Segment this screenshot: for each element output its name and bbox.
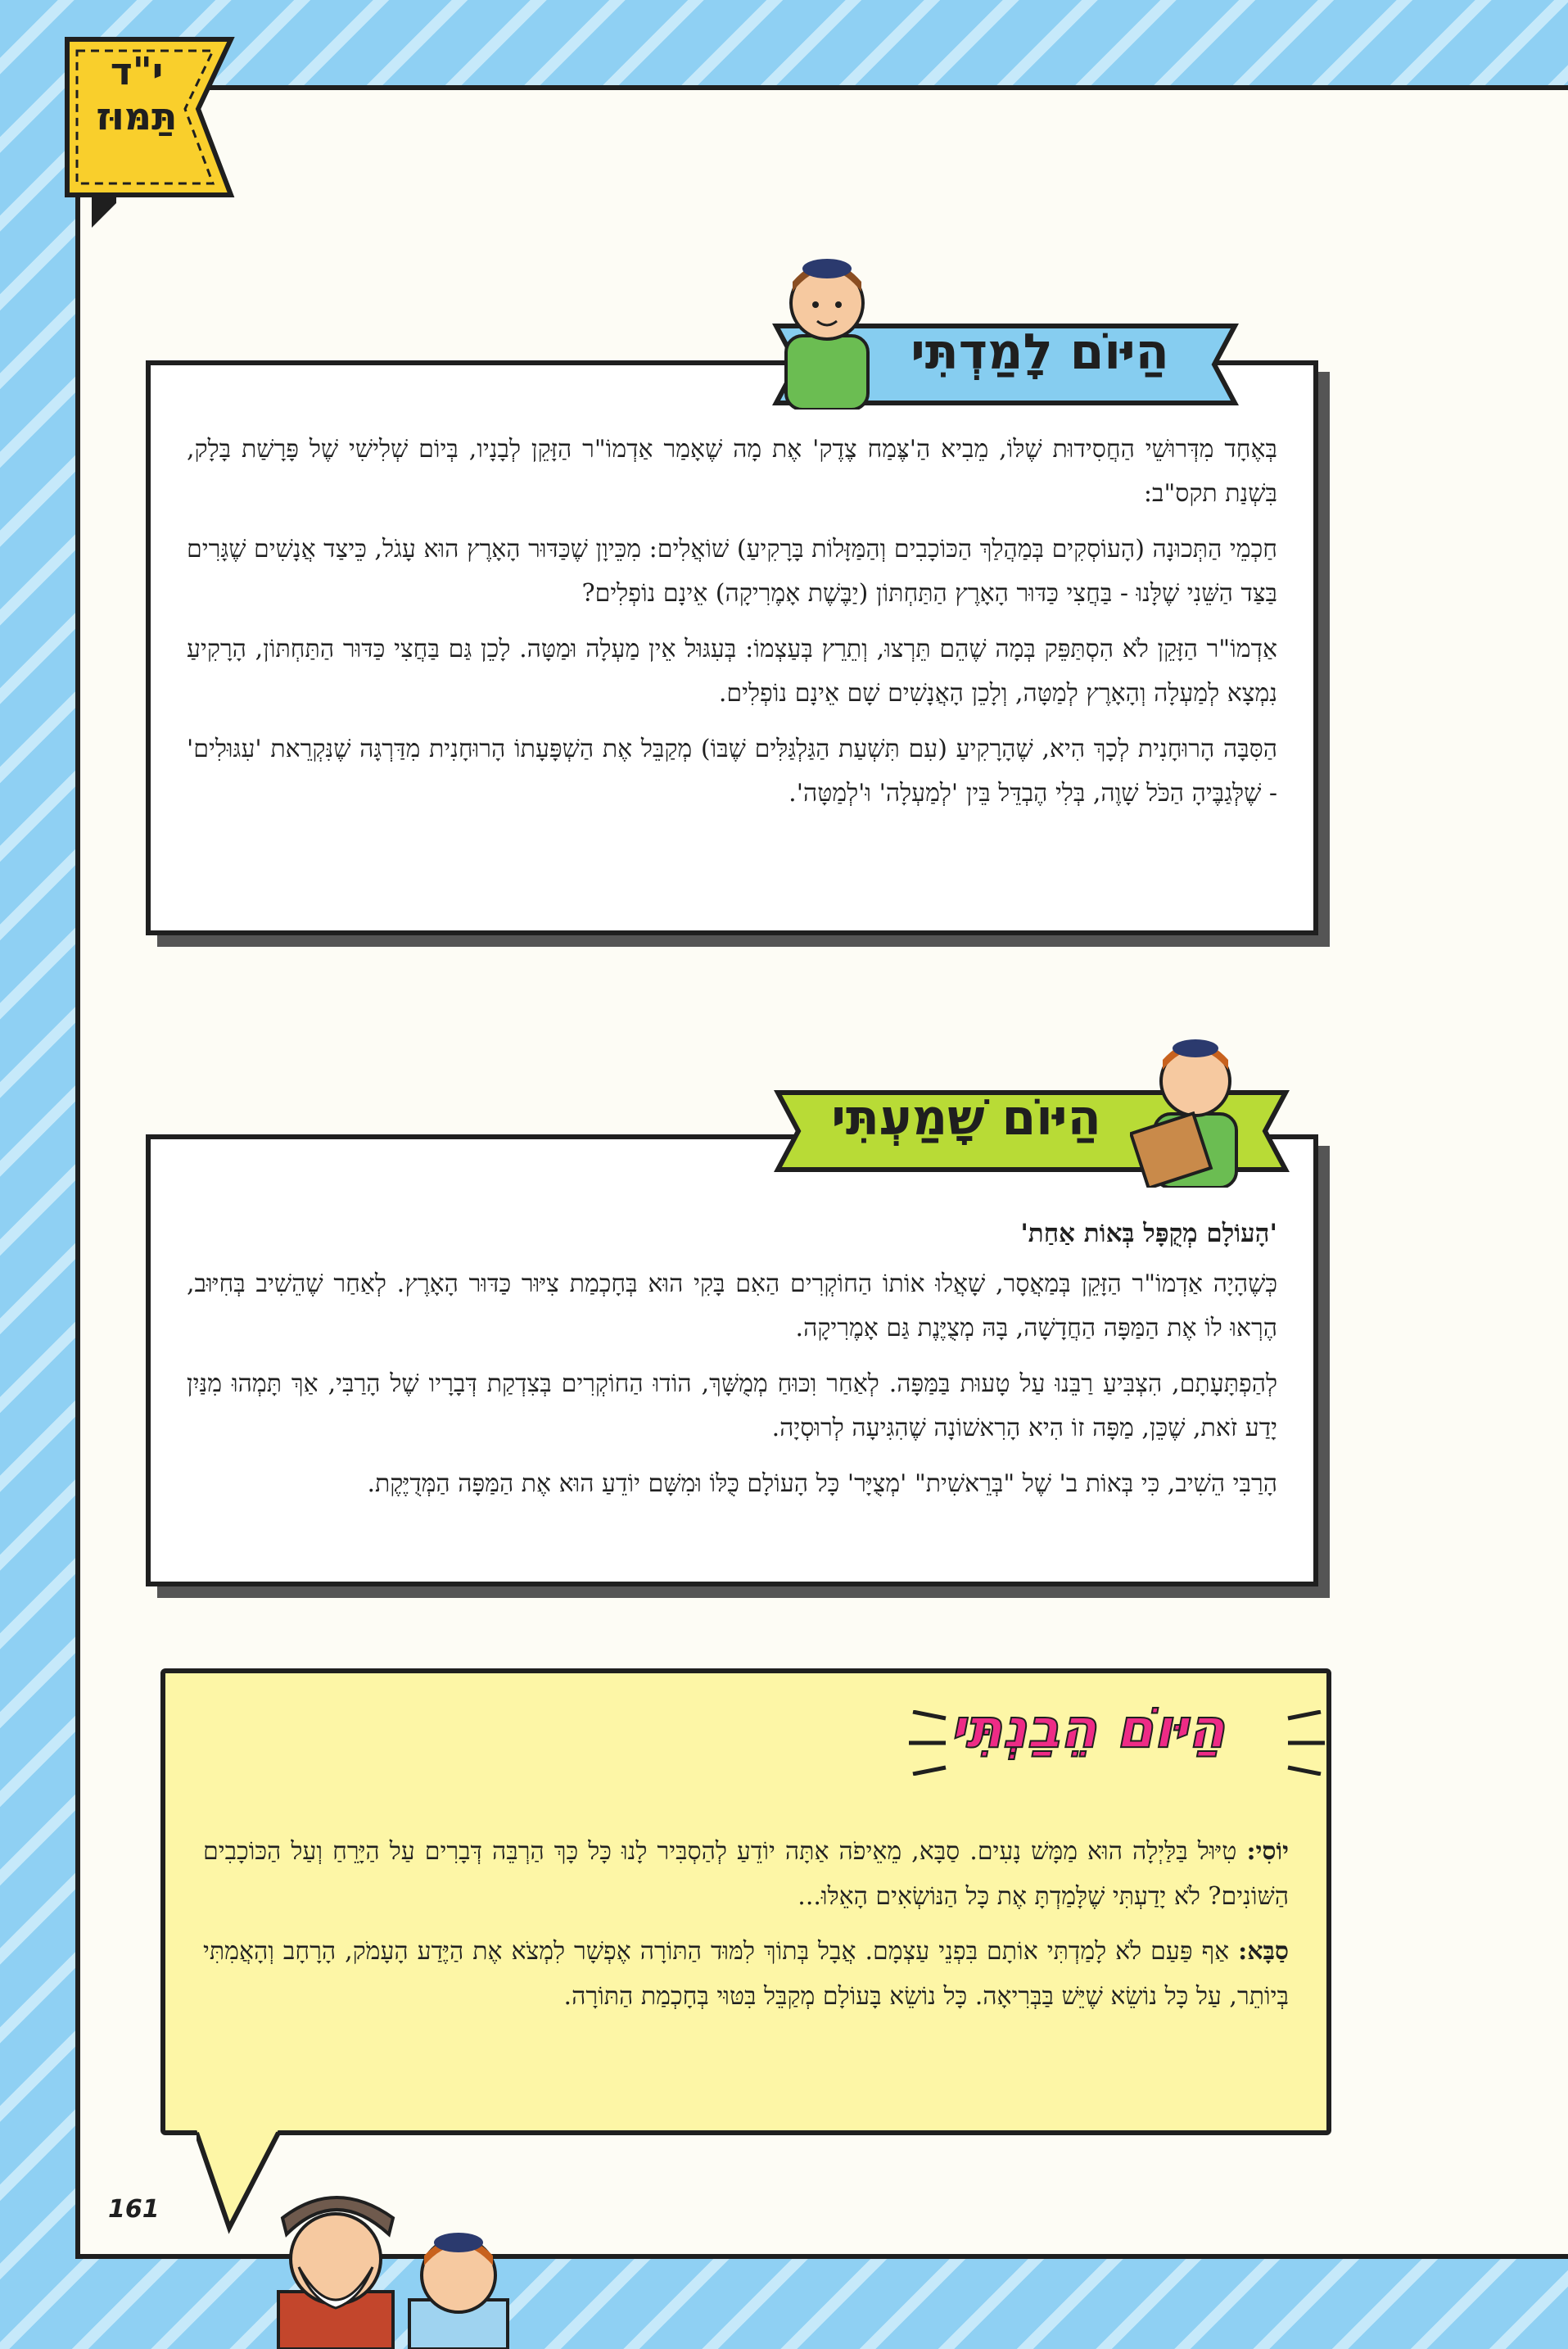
learned-box — [146, 360, 1318, 935]
page-number: 161 — [108, 2195, 160, 2224]
dialogue-speaker: יוֹסִי: — [1246, 1837, 1289, 1866]
date-day: י"ד — [110, 49, 164, 93]
heard-box — [146, 1134, 1318, 1586]
boy-with-book-avatar — [1130, 1024, 1261, 1188]
dialogue-text: טִיּוּל בַּלַּיְלָה הוּא מַמָּשׁ נָעִים. סַבָּא, מֵאֵיפֹה אַתָּה יוֹדֵעַ לְהַסְבִּיר לָנוּ כָּל כָּךְ הַרְבֵּה דְּבָרִים עַל הַיָּרֵחַ וְעַל הַכּוֹכָבִים הַשּׁוֹנִים? לֹא יָדַעְתִּי שֶׁלָּמַדְתָּ אֶת כָּל הַנּוֹשְׂאִים הָאֵלּוּ... — [203, 1837, 1289, 1911]
dialogue-text: אַף פַּעַם לֹא לָמַדְתִּי אוֹתָם בִּפְנֵי עַצְמָם. אֲבָל בְּתוֹךְ לִמּוּד הַתּוֹרָה אֶפְשָׁר לִמְצֹא אֶת הַיֶּדַע הָעָמֹק, הָרָחָב וְהָאֲמִתִּי בְּיוֹתֵר, עַל כָּל נוֹשֵׂא שֶׁיֵּשׁ בַּבְּרִיאָה. כָּל נוֹשֵׂא בָּעוֹלָם מְקַבֵּל בִּטּוּי בְּחָכְמַת הַתּוֹרָה. — [203, 1937, 1289, 2011]
learned-paragraph: בְּאֶחָד מִדְּרוּשֵׁי הַחֲסִידוּת שֶׁלּוֹ, מֵבִיא הַ'צֶּמַח צֶדֶק' אֶת מָה שֶׁאָמַר אַדְמוֹ"ר הַזָּקֵן לְבָנָיו, בְּיוֹם שְׁלִישִׁי שֶׁל פָּרָשַׁת בָּלָק, בִּשְׁנַת תקס"ב: — [187, 435, 1277, 508]
heard-title: הַיּוֹם שָׁמַעְתִּי — [831, 1089, 1101, 1147]
sparkle-lines-right — [1284, 1710, 1333, 1776]
learned-paragraph: הַסִּבָּה הָרוּחָנִית לְכָךְ הִיא, שֶׁהָרָקִיעַ (עִם תִּשְׁעַת הַגַּלְגַּלִּים שֶׁבּוֹ) מְקַבֵּל אֶת הַשְׁפָּעָתוֹ הָרוּחָנִית מִדַּרְגָּה שֶׁנִּקְרֵאת 'עִגּוּלִים' - שֶׁלְּגַבֶּיהָ הַכֹּל שָׁוֶה, בְּלִי הֶבְדֵּל בֵּין 'לְמַעְלָה' וּ'לְמַטָּה'. — [187, 735, 1277, 808]
dialogue-speaker: סַבָּא: — [1238, 1937, 1289, 1966]
date-month: תַּמּוּז — [96, 94, 178, 139]
dialogue-line-yossi — [203, 1829, 1289, 1919]
learned-paragraph: חַכְמֵי הַתְּכוּנָה (הָעוֹסְקִים בְּמַהֲלַךְ הַכּוֹכָבִים וְהַמַּזָּלוֹת בָּרָקִיעַ) שׁוֹאֲלִים: מִכֵּיוָן שֶׁכַּדּוּר הָאָרֶץ הוּא עָגֹל, כֵּיצַד אֲנָשִׁים שֶׁגָּרִים בַּצַּד הַשֵּׁנִי שֶׁלָּנוּ - בַּחֲצִי כַּדּוּר הָאָרֶץ הַתַּחְתּוֹן (יַבֶּשֶׁת אָמֶרִיקָה) אֵינָם נוֹפְלִים? — [187, 535, 1277, 608]
learned-paragraph: אַדְמוֹ"ר הַזָּקֵן לֹא הִסְתַּפֵּק בְּמָה שֶׁהֵם תֵּרְצוּ, וְתֵרֵץ בְּעַצְמוֹ: בְּעִגּוּל אֵין מַעְלָה וּמַטָּה. לָכֵן גַּם בַּחֲצִי כַּדּוּר הַתַּחְתּוֹן, הָרָקִיעַ נִמְצָא לְמַעְלָה וְהָאָרֶץ לְמַטָּה, וְלָכֵן הָאֲנָשִׁים שָׁם אֵינָם נוֹפְלִים. — [187, 635, 1277, 708]
sparkle-lines-left — [901, 1710, 950, 1776]
heard-paragraph: לְהַפְתָּעָתָם, הִצְבִּיעַ רַבֵּנוּ עַל טָעוּת בַּמַּפָּה. לְאַחַר וִכּוּחַ מְמֻשָּׁךְ, הוֹדוּ הַחוֹקְרִים בְּצִדְקַת דְּבָרָיו שֶׁל הָרַבִּי, אַךְ תָּמְהוּ מִנַּיִן יָדַע זֹאת, שֶׁכֵּן, מַפָּה זוֹ הִיא הָרִאשׁוֹנָה שֶׁהִגִּיעָה לְרוּסְיָה. — [187, 1369, 1277, 1442]
heard-subtitle: 'הָעוֹלָם מְקֻפָּל בְּאוֹת אַחַת' — [1020, 1219, 1277, 1248]
understood-title: הַיּוֹם הֵבַנְתִּי — [950, 1697, 1226, 1760]
heard-paragraph: כְּשֶׁהָיָה אַדְמוֹ"ר הַזָּקֵן בְּמַאֲסָר, שָׁאֲלוּ אוֹתוֹ הַחוֹקְרִים הַאִם בָּקִי הוּא בְּחָכְמַת צִיּוּר כַּדּוּר הָאָרֶץ. לְאַחַר שֶׁהֵשִׁיב בְּחִיּוּב, הֶרְאוּ לוֹ אֶת הַמַּפָּה הַחֲדָשָׁה, בָּהּ מְצֻיֶּנֶת גַּם אָמֶרִיקָה. — [187, 1270, 1277, 1342]
learned-title: הַיּוֹם לָמַדְתִּי — [911, 324, 1169, 381]
grandpa-and-boy-illustration — [262, 2177, 524, 2349]
dialogue-line-saba — [203, 1929, 1289, 2019]
date-label — [59, 49, 215, 139]
heard-paragraph: הָרַבִּי הֵשִׁיב, כִּי בְּאוֹת ב' שֶׁל "בְּרֵאשִׁית" 'מְצֻיָּר' כָּל הָעוֹלָם כֻּלּוֹ וּמִשָּׁם יוֹדֵעַ הוּא אֶת הַמַּפָּה הַמְּדֻיֶּקֶת. — [367, 1469, 1277, 1498]
